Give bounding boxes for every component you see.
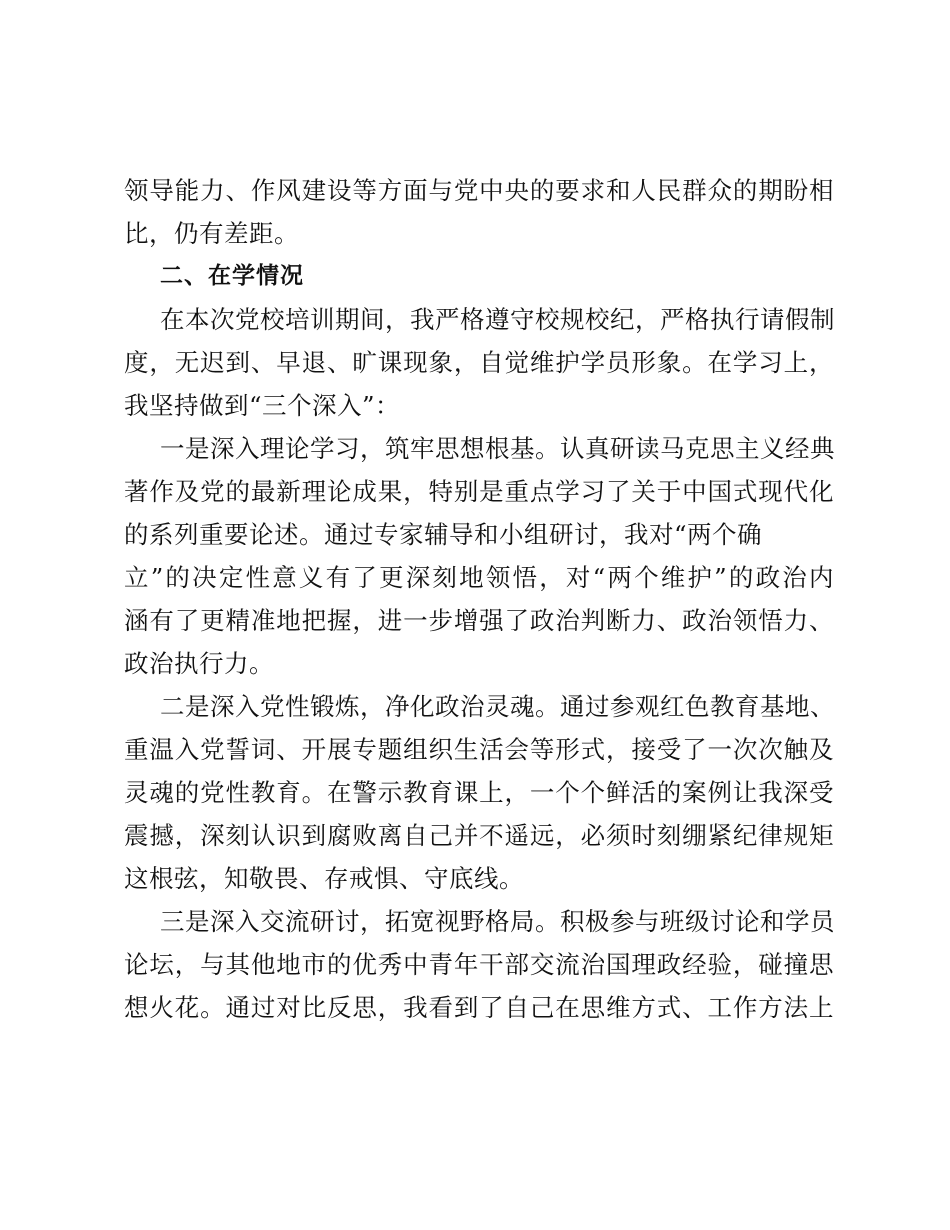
text-line: 领导能力、作风建设等方面与党中央的要求和人民群众的期盼相 xyxy=(124,176,834,205)
section-heading: 二、在学情况 xyxy=(160,263,304,289)
text-line: 论坛，与其他地市的优秀中青年干部交流治国理政经验，碰撞思 xyxy=(124,950,834,979)
text-line: 著作及党的最新理论成果，特别是重点学习了关于中国式现代化 xyxy=(124,477,834,506)
text-line: 我坚持做到“三个深入”： xyxy=(124,391,401,420)
text-line: 的系列重要论述。通过专家辅导和小组研讨，我对“两个确 xyxy=(124,520,763,549)
text-line: 震撼，深刻认识到腐败离自己并不遥远，必须时刻绷紧纪律规矩 xyxy=(124,821,834,850)
text-line: 度，无迟到、早退、旷课现象，自觉维护学员形象。在学习上， xyxy=(124,348,834,377)
text-line: 一是深入理论学习，筑牢思想根基。认真研读马克思主义经典 xyxy=(160,434,835,463)
text-line: 涵有了更精准地把握，进一步增强了政治判断力、政治领悟力、 xyxy=(124,606,834,635)
text-line: 三是深入交流研讨，拓宽视野格局。积极参与班级讨论和学员 xyxy=(160,907,835,936)
text-line: 灵魂的党性教育。在警示教育课上，一个个鲜活的案例让我深受 xyxy=(124,778,834,807)
text-line: 立”的决定性意义有了更深刻地领悟，对“两个维护”的政治内 xyxy=(124,563,834,592)
text-line: 在本次党校培训期间，我严格遵守校规校纪，严格执行请假制 xyxy=(160,305,835,334)
text-line: 重温入党誓词、开展专题组织生活会等形式，接受了一次次触及 xyxy=(124,735,834,764)
text-line: 二是深入党性锻炼，净化政治灵魂。通过参观红色教育基地、 xyxy=(160,692,835,721)
text-line: 想火花。通过对比反思，我看到了自己在思维方式、工作方法上 xyxy=(124,993,834,1022)
text-line: 比，仍有差距。 xyxy=(124,219,299,248)
text-line: 政治执行力。 xyxy=(124,649,274,678)
text-line: 这根弦，知敬畏、存戒惧、守底线。 xyxy=(124,864,524,893)
document-body xyxy=(124,169,834,1029)
